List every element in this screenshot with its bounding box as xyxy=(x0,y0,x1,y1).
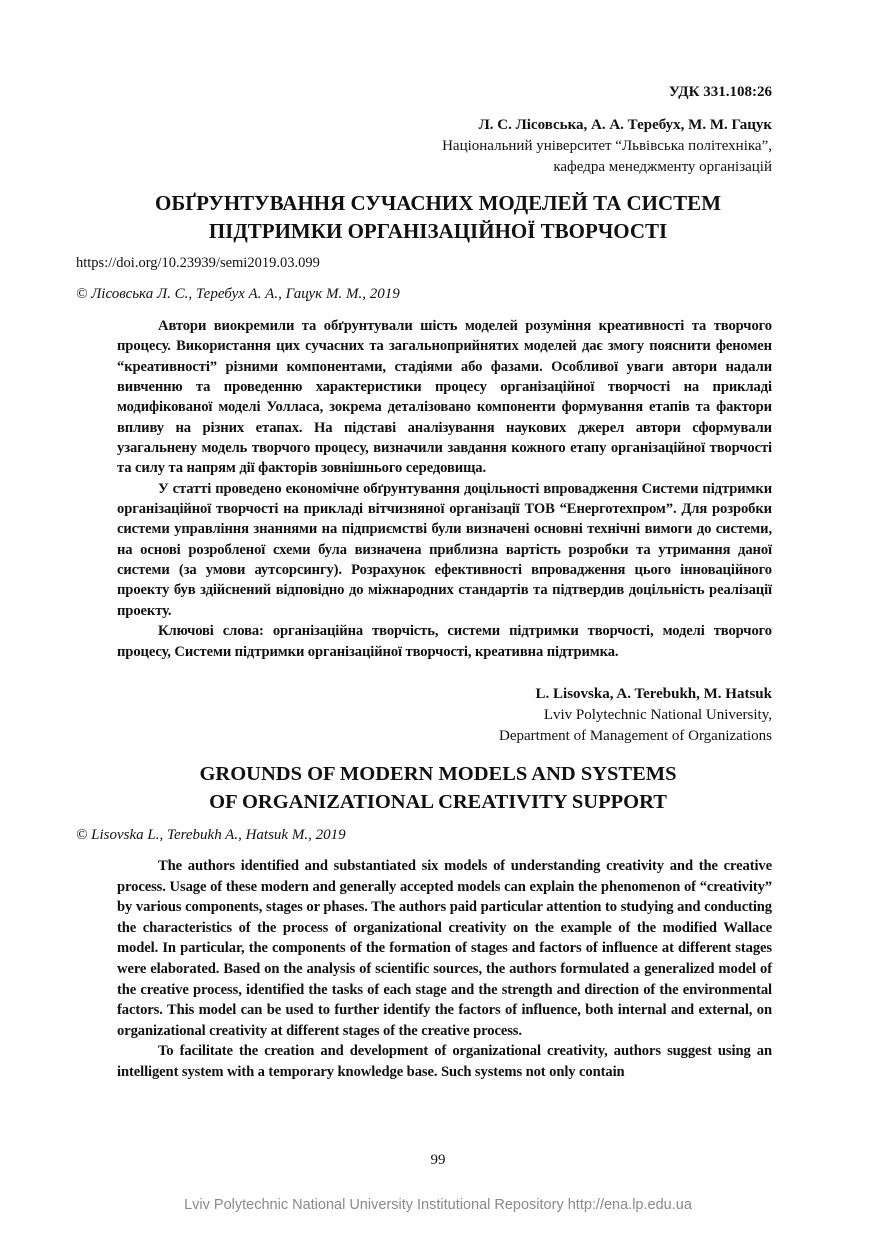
title-en xyxy=(0,760,876,816)
authors-block-ua xyxy=(442,115,772,178)
title-ua xyxy=(0,189,876,245)
title-ua-line1: ОБҐРУНТУВАННЯ СУЧАСНИХ МОДЕЛЕЙ ТА СИСТЕМ xyxy=(154,191,722,215)
doi-link[interactable]: https://doi.org/10.23939/semi2019.03.099 xyxy=(76,255,320,271)
copyright-ua: © Лісовська Л. С., Теребух А. А., Гацук М. М., 2019 xyxy=(76,286,400,302)
affiliation-en-line2: Department of Management of Organizations xyxy=(499,728,772,744)
abstract-en-paragraph-2: To facilitate the creation and development of organizational creativity, authors suggest using an intelligent system with a temporary knowledge base. Such systems not only contain xyxy=(117,1043,772,1080)
abstract-ua xyxy=(117,316,772,662)
title-en-line2: OF ORGANIZATIONAL CREATIVITY SUPPORT xyxy=(209,791,667,813)
copyright-en: © Lisovska L., Terebukh A., Hatsuk M., 2019 xyxy=(76,827,346,843)
abstract-en xyxy=(117,856,772,1083)
authors-ua: Л. С. Лісовська, А. А. Теребух, М. М. Гацук xyxy=(478,117,772,133)
page-number: 99 xyxy=(430,1152,446,1168)
udc-code: УДК 331.108:26 xyxy=(668,84,772,100)
repository-footer: Lviv Polytechnic National University Institutional Repository http://ena.lp.edu.ua xyxy=(184,1197,692,1213)
title-en-line1: GROUNDS OF MODERN MODELS AND SYSTEMS xyxy=(199,763,677,785)
authors-block-en xyxy=(499,684,772,747)
affiliation-en-line1: Lviv Polytechnic National University, xyxy=(543,707,772,723)
affiliation-ua-line1: Національний університет “Львівська політехніка”, xyxy=(442,138,772,154)
affiliation-ua-line2: кафедра менеджменту організацій xyxy=(553,159,772,175)
authors-en: L. Lisovska, A. Terebukh, M. Hatsuk xyxy=(535,686,772,702)
title-ua-line2: ПІДТРИМКИ ОРГАНІЗАЦІЙНОЇ ТВОРЧОСТІ xyxy=(208,219,668,243)
abstract-ua-paragraph-2: У статті проведено економічне обґрунтування доцільності впровадження Системи підтримки організаційної творчості на прикладі вітчизняної організації ТОВ “Енерготехпром”. Для розробки системи управління знаннями на підприємстві були визначені основні технічні вимоги до системи, на основі розробленої схеми була визначена приблизна вартість розробки та утримання даної системи (за умови аутсорсингу). Розрахунок ефективності впровадження цього інноваційного проекту був здійснений відповідно до міжнародних стандартів та підтвердив доцільність реалізації проекту. xyxy=(117,480,772,619)
keywords-ua: Ключові слова: організаційна творчість, системи підтримки творчості, моделі творчого процесу, Системи підтримки організаційної творчості, креативна підтримка. xyxy=(117,623,772,660)
abstract-ua-paragraph-1: Автори виокремили та обґрунтували шість моделей розуміння креативності та творчого процесу. Використання цих сучасних та загальноприйнятих моделей дає змогу пояснити феномен “креативності” різними компонентами, стадіями або фазами. Особливої уваги автори надали вивченню та проведенню характеристики процесу організаційної творчості на прикладі модифікованої моделі Уолласа, зокрема деталізовано компоненти формування етапів та фактори впливу на різних етапах. На підставі аналізування наукових джерел автори сформували узагальнену модель творчого процесу, визначили завдання кожного етапу організаційної творчості та силу та напрям дії факторів зовнішнього середовища. xyxy=(117,318,772,477)
abstract-en-paragraph-1: The authors identified and substantiated six models of understanding creativity and the creative process. Usage of these modern and generally accepted models can explain the phenomenon of “creativity” by various components, stages or phases. The authors paid particular attention to studying and conducting the characteristics of the process of organizational creativity on the example of the modified Wallace model. In particular, the components of the formation of stages and factors of influence at different stages were elaborated. Based on the analysis of scientific sources, the authors formulated a generalized model of the creative process, identified the tasks of each stage and the strength and direction of the environmental factors. This model can be used to further identify the factors of influence, both internal and external, on organizational creativity at different stages of the creative process. xyxy=(117,858,772,1039)
